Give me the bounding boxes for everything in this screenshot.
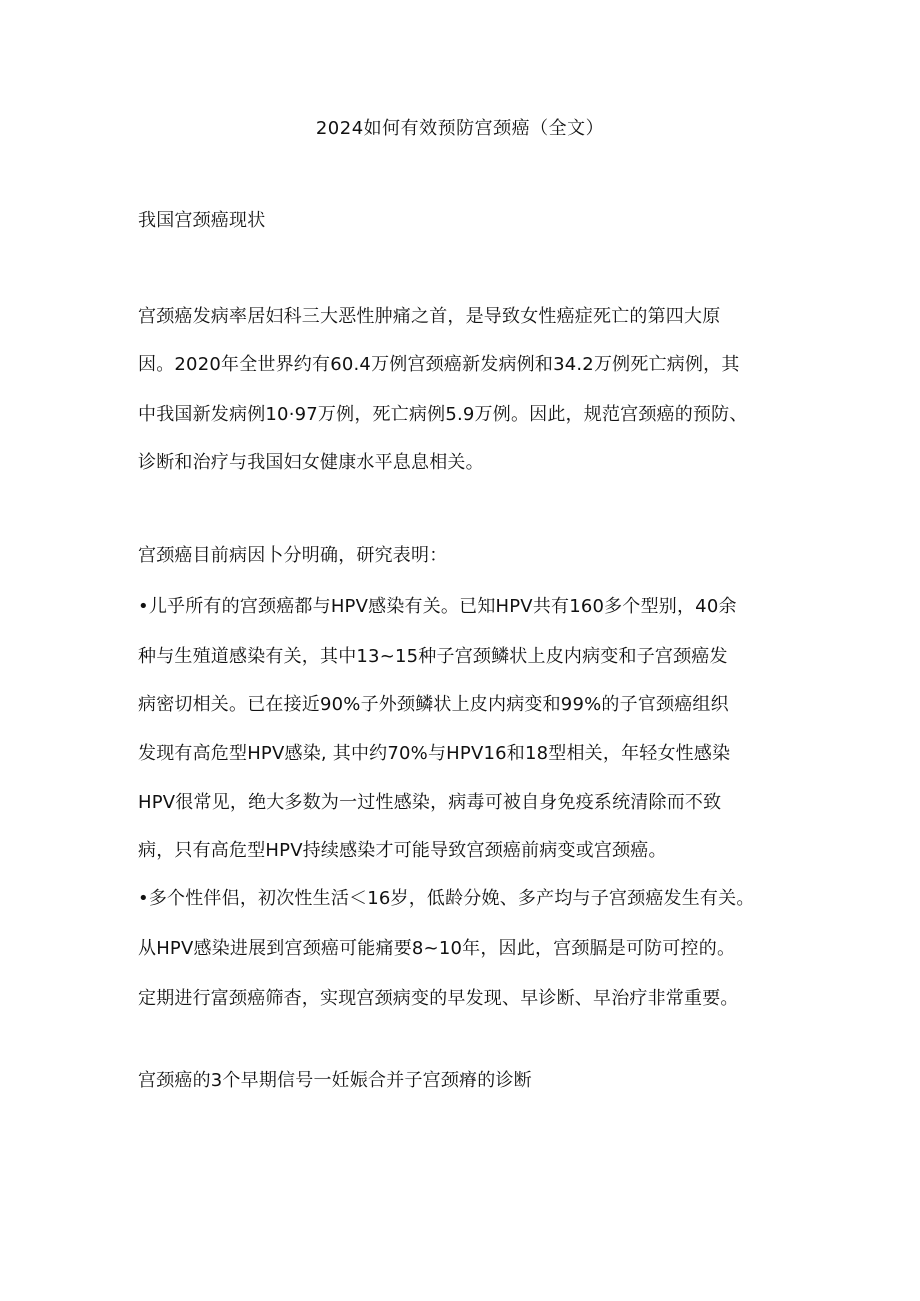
bullet1-line-6: 病，只有高危型HPV持续感染才可能导致宫颈癌前病变或宫颈癌。 — [138, 840, 667, 861]
paragraph1-line-1: 宫颈癌发病率居妇科三大恶性肿痛之首，是导致女性癌症死亡的第四大原 — [138, 306, 721, 327]
bullet1-line-3: 病密切相关。已在接近90%子外颈鳞状上皮内病变和99%的子官颈癌组织 — [138, 694, 729, 715]
section-heading-early-signals: 宫颈癌的3个早期信号一妊娠合并子宫颈瘠的诊断 — [138, 1070, 532, 1091]
bullet1-line-2: 种与生殖道感染有关，其中13~15种子宫颈鳞状上皮内病变和子宫颈癌发 — [138, 646, 728, 667]
paragraph2-intro: 宫颈癌目前病因卜分明确，研究表明： — [138, 545, 448, 566]
bullet1-line-5: HPV很常见，绝大多数为一过性感染，病毒可被自身免疫系统清除而不致 — [138, 792, 722, 813]
paragraph1-line-2: 因。2020年全世界约有60.4万例宫颈癌新发病例和34.2万例死亡病例，其 — [138, 354, 740, 375]
paragraph1-line-4: 诊断和治疗与我国妇女健康水平息息相关。 — [138, 452, 484, 473]
bullet1-line-1: •儿乎所有的宫颈癌都与HPV感染有关。已知HPV共有160多个型别，40余 — [138, 596, 737, 617]
document-title: 2024如何有效预防宫颈癌（全文） — [315, 118, 605, 139]
paragraph3-line-2: 定期进行富颈癌筛杳，实现宫颈病变的早发现、早诊断、早治疗非常重要。 — [138, 988, 739, 1009]
section-heading-status: 我国宫颈癌现状 — [138, 210, 266, 231]
paragraph1-line-3: 中我国新发病例10·97万例，死亡病例5.9万例。因此，规范宫颈癌的预防、 — [138, 404, 748, 425]
paragraph3-line-1: 从HPV感染进展到宫颈癌可能痛要8~10年，因此，宫颈膈是可防可控的。 — [138, 938, 736, 959]
bullet2-line: •多个性伴侣，初次性生活＜16岁，低龄分娩、多产均与子宫颈癌发生有关。 — [138, 888, 755, 909]
bullet1-line-4: 发现有高危型HPV感染, 其中约70%与HPV16和18型相关，年轻女性感染 — [138, 743, 731, 764]
